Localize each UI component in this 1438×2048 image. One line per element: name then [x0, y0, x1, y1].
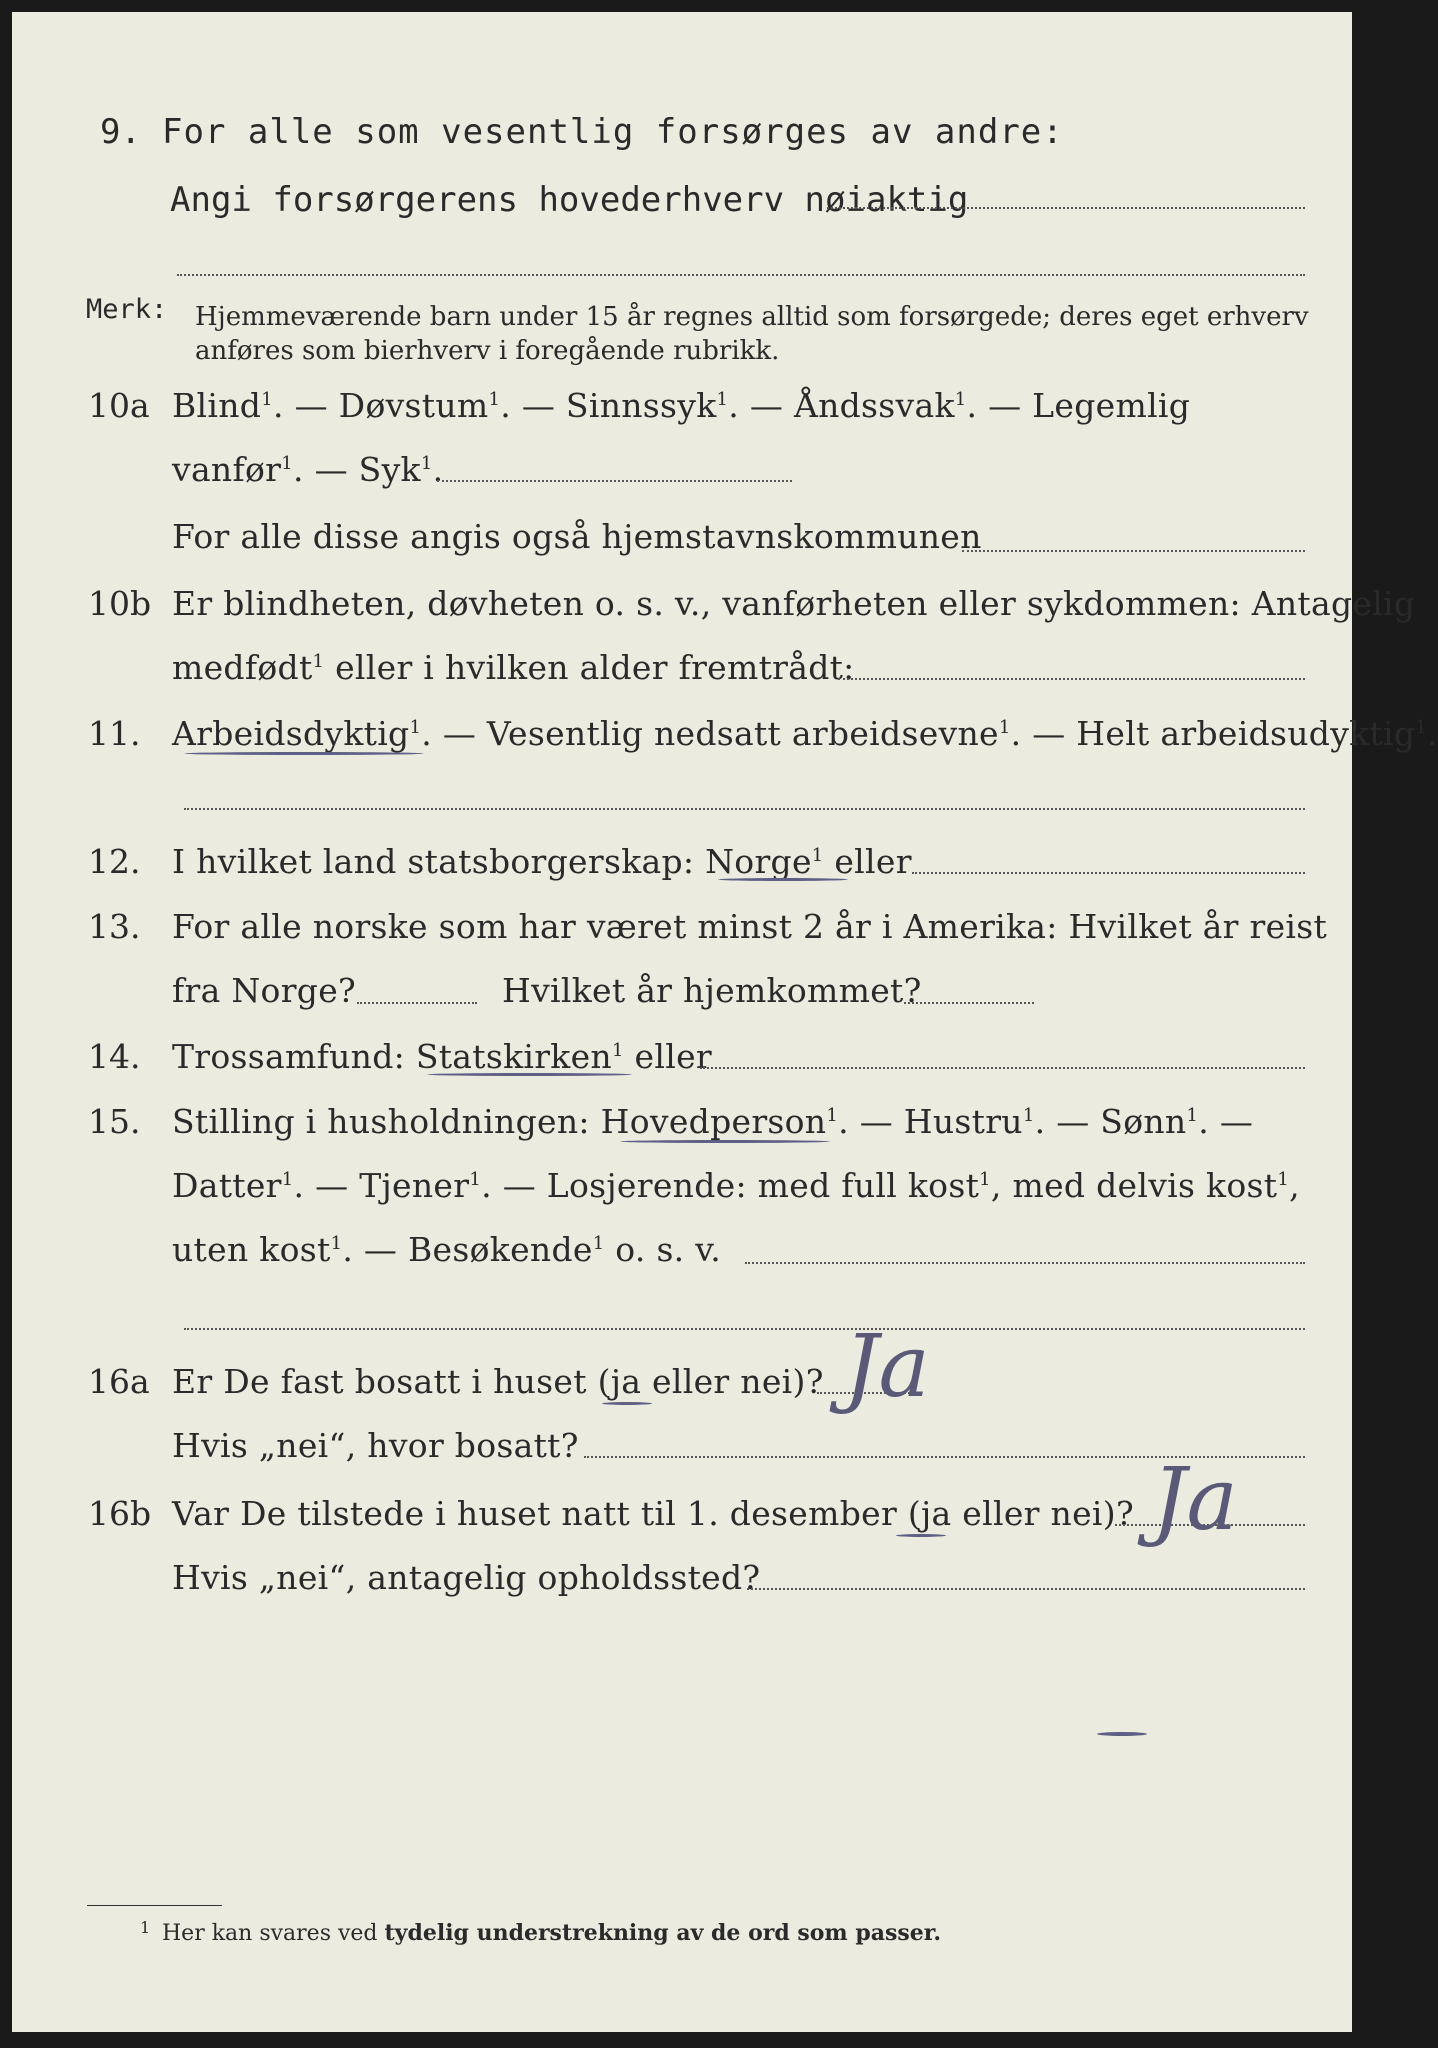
- q12-number: 12.: [88, 842, 141, 881]
- q9-number: 9.: [100, 112, 141, 152]
- q9-prompt: Angi forsørgerens hovederhverv nøiaktig: [170, 180, 969, 220]
- census-form-page: [12, 12, 1438, 2032]
- merk-line-2: anføres som bierhverv i foregående rubrikk.: [195, 336, 780, 366]
- q16a-ja-underline: [602, 1402, 652, 1405]
- footnote-mark: 1: [140, 1918, 151, 1937]
- q16b-opholdssted-line[interactable]: [747, 1588, 1305, 1590]
- q11-answer-line[interactable]: [184, 808, 1305, 810]
- q15-answer-line[interactable]: [745, 1262, 1305, 1264]
- q10a-hjemstavn-line[interactable]: [962, 550, 1305, 552]
- q10b-answer-line[interactable]: [838, 678, 1305, 680]
- q13-line-2b: Hvilket år hjemkommet?: [502, 971, 922, 1010]
- q11-line: Arbeidsdyktig$^1$. — Vesentlig nedsatt arbeidsevne$^1$. — Helt arbeidsudyktig$^1$.: [172, 714, 1438, 753]
- q10b-line-1: Er blindheten, døvheten o. s. v., vanførheten eller sykdommen: Antagelig: [172, 584, 1416, 623]
- q12-answer-line[interactable]: [912, 872, 1305, 874]
- q16b-number: 16b: [88, 1494, 152, 1533]
- q16a-line-2: Hvis „nei“, hvor bosatt?: [172, 1426, 579, 1465]
- q14-number: 14.: [88, 1037, 141, 1076]
- q14-handwritten-underline: [427, 1073, 632, 1076]
- q15-extra-line[interactable]: [184, 1328, 1305, 1330]
- merk-line-1: Hjemmeværende barn under 15 år regnes alltid som forsørgede; deres eget erhverv: [195, 302, 1309, 332]
- q12-handwritten-underline: [718, 878, 848, 881]
- q16b-handwritten-answer: Ja: [1152, 1450, 1238, 1550]
- q13-number: 13.: [88, 907, 141, 946]
- q11-handwritten-underline: [184, 752, 424, 755]
- q11-number: 11.: [88, 714, 141, 753]
- q15-number: 15.: [88, 1102, 141, 1141]
- q15-line-3: uten kost$^1$. — Besøkende$^1$ o. s. v.: [172, 1230, 722, 1269]
- q16b-ja-underline: [896, 1534, 946, 1537]
- ink-mark: [1097, 1732, 1147, 1736]
- q15-handwritten-underline: [620, 1140, 830, 1143]
- footnote-text: Her kan svares ved tydelig understrekning av de ord som passer.: [162, 1920, 942, 1946]
- q16a-handwritten-answer: Ja: [844, 1317, 930, 1417]
- q13-line-2a: fra Norge?: [172, 971, 357, 1010]
- q16a-number: 16a: [88, 1362, 150, 1401]
- q12-line: I hvilket land statsborgerskap: Norge$^1$ eller: [172, 842, 912, 881]
- q10a-number: 10a: [88, 386, 150, 425]
- merk-label: Merk:: [86, 294, 168, 325]
- q9-title: For alle som vesentlig forsørges av andre:: [162, 112, 1064, 152]
- q13-hjemkommet-line[interactable]: [904, 1002, 1034, 1004]
- q13-line-1: For alle norske som har været minst 2 år i Amerika: Hvilket år reist: [172, 907, 1328, 946]
- q9-extra-line[interactable]: [177, 274, 1305, 276]
- q13-reist-line[interactable]: [357, 1002, 477, 1004]
- q10b-number: 10b: [88, 584, 152, 623]
- footnote-separator: [87, 1905, 222, 1906]
- q9-answer-line[interactable]: [827, 207, 1305, 209]
- q16b-line-1: Var De tilstede i huset natt til 1. desember (ja eller nei)?: [172, 1494, 1134, 1533]
- q16b-line-2: Hvis „nei“, antagelig opholdssted?: [172, 1558, 761, 1597]
- q14-answer-line[interactable]: [700, 1067, 1305, 1069]
- q15-line-2: Datter$^1$. — Tjener$^1$. — Losjerende: med full kost$^1$, med delvis kost$^1$,: [172, 1166, 1300, 1205]
- q10b-line-2: medfødt$^1$ eller i hvilken alder fremtrådt:: [172, 648, 855, 687]
- q10a-line-2: vanfør$^1$. — Syk$^1$.: [172, 450, 444, 489]
- q10a-line-3: For alle disse angis også hjemstavnskommunen: [172, 517, 982, 556]
- q10a-line-1: Blind$^1$. — Døvstum$^1$. — Sinnssyk$^1$. — Åndssvak$^1$. — Legemlig: [172, 386, 1191, 425]
- q15-line-1: Stilling i husholdningen: Hovedperson$^1$. — Hustru$^1$. — Sønn$^1$. —: [172, 1102, 1254, 1141]
- q10a-syk-line[interactable]: [437, 480, 792, 482]
- q16a-line-1: Er De fast bosatt i huset (ja eller nei)?: [172, 1362, 824, 1401]
- q14-line: Trossamfund: Statskirken$^1$ eller: [172, 1037, 712, 1076]
